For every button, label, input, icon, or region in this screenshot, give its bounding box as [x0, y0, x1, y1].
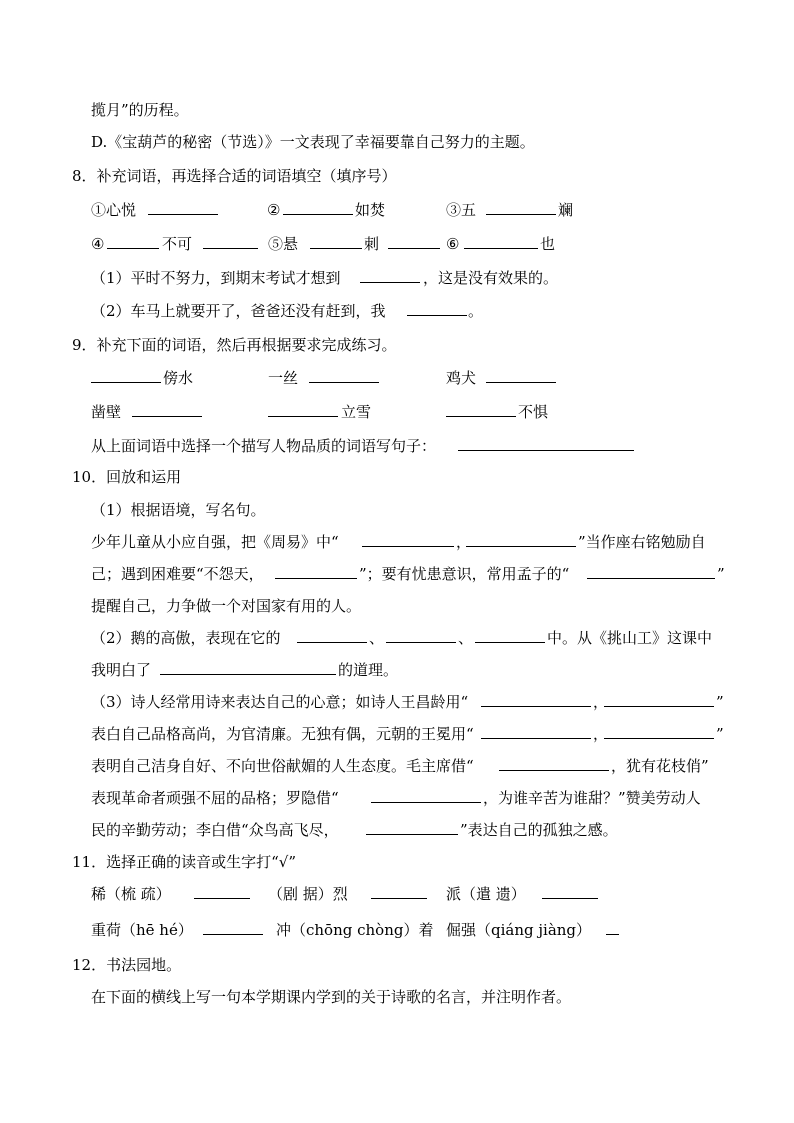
q8-item-5: ⑤悬: [268, 235, 299, 253]
blank-13[interactable]: [486, 368, 556, 388]
blank-30[interactable]: [499, 756, 609, 776]
q10-text: 中。从《挑山工》这课中: [547, 629, 713, 647]
q9-sentence-prompt: 从上面词语中选择一个描写人物品质的词语写句子：: [91, 437, 437, 455]
text-line: D.《宝葫芦的秘密（节选）》一文表现了幸福要靠自己努力的主题。: [91, 133, 535, 151]
blank-25[interactable]: [160, 660, 336, 680]
blank-33[interactable]: [194, 884, 250, 904]
blank-21[interactable]: [587, 564, 715, 584]
blank-29[interactable]: [604, 724, 714, 744]
q10-text: 民的辛勤劳动；李白借“众鸟高飞尽，: [91, 821, 339, 839]
blank-36[interactable]: [203, 920, 263, 940]
blank-27[interactable]: [604, 692, 714, 712]
q10-part-1-title: （1）根据语境，写名句。: [91, 501, 266, 519]
q11-item: 派（遣 遗）: [446, 885, 526, 903]
q8-sentence-2: （2）车马上就要开了，爸爸还没有赶到，我: [91, 302, 386, 320]
blank-37[interactable]: [606, 920, 619, 940]
q10-text: ，犹有花枝俏”: [611, 757, 709, 775]
blank-16[interactable]: [446, 402, 516, 422]
question-8-title: 8．补充词语，再选择合适的词语填空（填序号）: [72, 167, 397, 185]
blank-19[interactable]: [466, 532, 576, 552]
q8-sentence-1-end: ，这是没有效果的。: [423, 269, 559, 287]
q10-text: ，: [593, 725, 609, 743]
q10-text: 、: [458, 629, 474, 647]
q8-item-4-suffix: 不可: [162, 235, 193, 253]
question-10-title: 10．回放和运用: [72, 468, 182, 486]
q8-item-3: ③五: [446, 201, 477, 219]
q10-text: 己；遇到困难要“不怨天，: [91, 565, 264, 583]
blank-4[interactable]: [107, 234, 159, 254]
q11-item: 冲（chōng chòng）着: [276, 921, 434, 939]
q9-word-e: 立雪: [341, 403, 372, 421]
blank-12[interactable]: [309, 368, 379, 388]
q8-item-2-suffix: 如焚: [355, 201, 386, 219]
blank-35[interactable]: [542, 884, 598, 904]
blank-15[interactable]: [268, 402, 338, 422]
q12-instruction: 在下面的横线上写一句本学期课内学到的关于诗歌的名言，并注明作者。: [91, 988, 572, 1006]
q10-text: 提醒自己，力争做一个对国家有用的人。: [91, 597, 362, 615]
blank-20[interactable]: [275, 564, 357, 584]
blank-18[interactable]: [362, 532, 454, 552]
q11-item: 重荷（hē hé）: [91, 921, 193, 939]
q8-item-4: ④: [91, 235, 105, 253]
q10-text: 表白自己品格高尚，为官清廉。无独有偶，元朝的王冕用“: [91, 725, 474, 743]
blank-10[interactable]: [407, 301, 467, 321]
q11-item: 倔强（qiáng jiàng）: [446, 921, 592, 939]
blank-28[interactable]: [481, 724, 591, 744]
q10-text: 的道理。: [338, 661, 399, 679]
blank-24[interactable]: [475, 628, 545, 648]
q10-part-2: （2）鹅的高傲，表现在它的: [91, 629, 281, 647]
blank-32[interactable]: [366, 820, 458, 840]
blank-9[interactable]: [360, 268, 420, 288]
blank-23[interactable]: [386, 628, 456, 648]
q10-text: ”: [717, 565, 725, 583]
q11-item: （剧 据）烈: [268, 885, 348, 903]
blank-14[interactable]: [132, 402, 202, 422]
q10-text: 表现革命者顽强不屈的品格；罗隐借“: [91, 789, 339, 807]
q8-item-6-suffix: 也: [540, 235, 556, 253]
blank-3[interactable]: [486, 200, 556, 220]
q10-text: 、: [369, 629, 385, 647]
blank-5[interactable]: [203, 234, 258, 254]
q8-item-5-suffix: 刺: [364, 235, 380, 253]
blank-6[interactable]: [310, 234, 362, 254]
question-11-title: 11．选择正确的读音或生字打“√”: [72, 853, 296, 871]
q11-item: 稀（梳 疏）: [91, 885, 171, 903]
blank-8[interactable]: [464, 234, 538, 254]
q9-word-c: 鸡犬: [446, 369, 477, 387]
q10-text: ，: [456, 533, 472, 551]
q9-word-a: 傍水: [163, 369, 194, 387]
q9-word-f: 不惧: [518, 403, 549, 421]
blank-11[interactable]: [91, 368, 161, 388]
question-12-title: 12．书法园地。: [72, 956, 182, 974]
q8-item-2: ②: [267, 201, 281, 219]
q8-sentence-2-end: 。: [468, 302, 484, 320]
q10-text: ”当作座右铭勉励自: [578, 533, 706, 551]
q10-text: ”表达自己的孤独之感。: [460, 821, 618, 839]
blank-17[interactable]: [458, 436, 634, 456]
blank-31[interactable]: [371, 788, 481, 808]
blank-26[interactable]: [481, 692, 591, 712]
blank-22[interactable]: [297, 628, 367, 648]
q10-text: ”；要有忧患意识，常用孟子的“: [359, 565, 570, 583]
question-9-title: 9．补充下面的词语，然后再根据要求完成练习。: [72, 336, 397, 354]
q10-part-3: （3）诗人经常用诗来表达自己的心意；如诗人王昌龄用“: [91, 693, 469, 711]
q10-text: 少年儿童从小应自强，把《周易》中“: [91, 533, 339, 551]
q10-text: ，为谁辛苦为谁甜？”赞美劳动人: [483, 789, 701, 807]
q8-item-1: ①心悦: [91, 201, 137, 219]
q10-text: ，: [593, 693, 609, 711]
text-line: 揽月”的历程。: [91, 101, 189, 119]
q9-word-b: 一丝: [268, 369, 299, 387]
q8-item-3-suffix: 斓: [558, 201, 574, 219]
blank-1[interactable]: [148, 200, 218, 220]
q10-text: 我明白了: [91, 661, 152, 679]
blank-2[interactable]: [283, 200, 353, 220]
blank-34[interactable]: [371, 884, 427, 904]
q10-text: 表明自己洁身自好、不向世俗献媚的人生态度。毛主席借“: [91, 757, 474, 775]
q10-text: ”: [716, 693, 724, 711]
q8-item-6: ⑥: [446, 235, 460, 253]
blank-7[interactable]: [388, 234, 440, 254]
q9-word-d: 凿壁: [91, 403, 122, 421]
q8-sentence-1: （1）平时不努力，到期末考试才想到: [91, 269, 341, 287]
q10-text: ”: [716, 725, 724, 743]
